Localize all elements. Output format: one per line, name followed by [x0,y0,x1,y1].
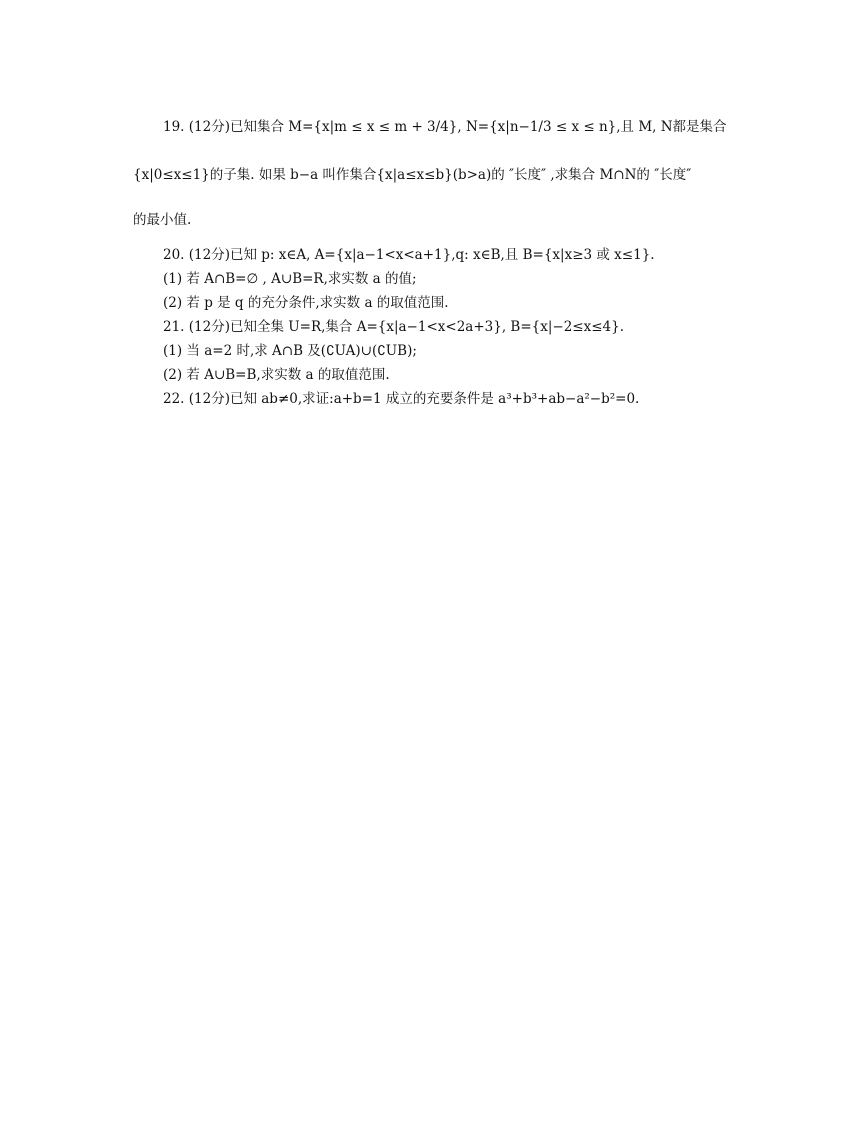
problem-19-line-3: 的最小值. [133,212,192,228]
problem-20-stem: 20. (12分)已知 p: x∈A, A={x|a−1<x<a+1},q: x∈B,且 B={x|x≥3 或 x≤1}. [163,247,655,263]
problem-20-part-2: (2) 若 p 是 q 的充分条件,求实数 a 的取值范围. [163,295,449,311]
problem-21-stem: 21. (12分)已知全集 U=R,集合 A={x|a−1<x<2a+3}, B={x|−2≤x≤4}. [163,319,624,335]
problem-20-part-1: (1) 若 A∩B=∅ , A∪B=R,求实数 a 的值; [163,271,417,287]
problem-21-part-1: (1) 当 a=2 时,求 A∩B 及(∁UA)∪(∁UB); [163,343,417,359]
problem-21-part-2: (2) 若 A∪B=B,求实数 a 的取值范围. [163,367,390,383]
problem-22-stem: 22. (12分)已知 ab≠0,求证:a+b=1 成立的充要条件是 a³+b³+ab−a²−b²=0. [163,391,640,407]
problem-19-line-2: {x|0≤x≤1}的子集. 如果 b−a 叫作集合{x|a≤x≤b}(b>a)的 ″长度″ ,求集合 M∩N的 ″长度″ [133,167,692,183]
problem-19-line-1: 19. (12分)已知集合 M={x|m ≤ x ≤ m + 3/4}, N={x|n−1/3 ≤ x ≤ n},且 M, N都是集合 [163,119,727,135]
